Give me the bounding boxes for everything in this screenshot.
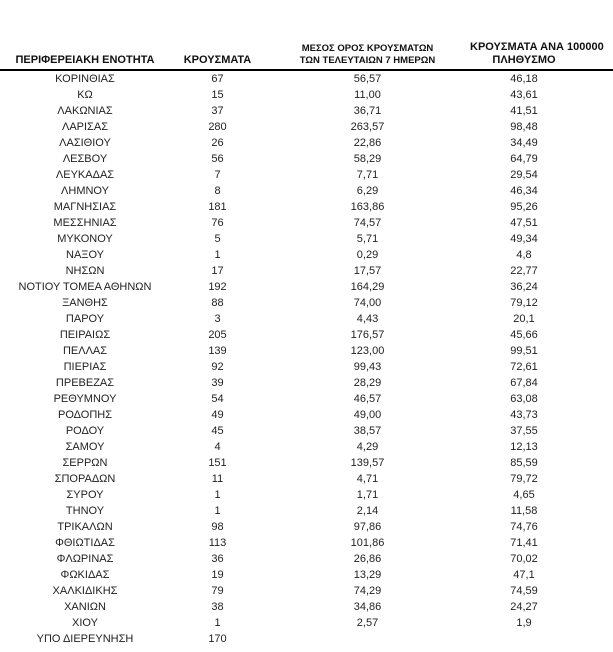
table-row [0,167,613,183]
cell-cases: 1 [214,505,221,517]
table-row [0,407,613,423]
table-row [0,135,613,151]
cell-per100k: 49,34 [510,233,538,245]
cell-region: ΜΥΚΟΝΟΥ [57,233,113,245]
cell-per100k: 11,58 [510,505,538,517]
cell-avg7: 139,57 [350,457,385,469]
cell-per100k: 36,24 [510,281,538,293]
table-row [0,119,613,135]
cell-cases: 3 [214,313,221,325]
cases-table-header [0,33,613,70]
cell-cases: 39 [211,377,224,389]
cell-per100k: 67,84 [510,377,538,389]
cell-per100k: 29,54 [510,169,538,181]
cell-cases: 56 [211,153,224,165]
cell-cases: 1 [214,489,221,501]
cell-cases: 36 [211,553,224,565]
cell-region: ΛΑΚΩΝΙΑΣ [57,105,113,117]
cell-per100k: 43,73 [510,409,538,421]
column-header-cases-per-100k-line1: ΚΡΟΥΣΜΑΤΑ ΑΝΑ 100000 [470,41,604,53]
cell-per100k: 74,59 [510,585,538,597]
cell-per100k: 79,12 [510,297,538,309]
cell-cases: 280 [208,121,227,133]
table-row [0,599,613,615]
cell-avg7: 34,86 [353,601,382,613]
cell-region: ΡΟΔΟΠΗΣ [57,409,113,421]
table-row [0,311,613,327]
cell-cases: 192 [208,281,227,293]
cell-avg7: 28,29 [353,377,382,389]
table-row [0,631,613,647]
cell-per100k: 41,51 [510,105,538,117]
table-row [0,231,613,247]
table-row [0,263,613,279]
cases-table-body [0,70,613,647]
cell-avg7: 46,57 [353,393,382,405]
cell-region: ΣΠΟΡΑΔΩΝ [54,473,116,485]
cell-region: ΧΑΝΙΩΝ [64,601,106,613]
cell-region: ΞΑΝΘΗΣ [62,297,108,309]
table-row [0,183,613,199]
cell-region: ΛΑΣΙΘΙΟΥ [59,137,111,149]
cell-per100k: 45,66 [510,329,538,341]
table-row [0,279,613,295]
cell-region: ΚΩ [77,89,93,101]
cell-region: ΤΡΙΚΑΛΩΝ [57,521,113,533]
table-row [0,327,613,343]
cell-cases: 205 [208,329,227,341]
cell-cases: 54 [211,393,224,405]
cell-cases: 4 [214,441,221,453]
cell-region: ΛΑΡΙΣΑΣ [61,121,108,133]
cell-per100k: 22,77 [510,265,538,277]
table-row [0,215,613,231]
cell-avg7: 58,29 [353,153,382,165]
cell-avg7: 99,43 [353,361,382,373]
cell-avg7: 36,71 [353,105,382,117]
cell-per100k: 47,51 [510,217,538,229]
cell-per100k: 72,61 [510,361,538,373]
cell-avg7: 263,57 [350,121,385,133]
table-row [0,567,613,583]
table-row [0,519,613,535]
cell-region: ΡΕΘΥΜΝΟΥ [53,393,117,405]
cell-cases: 1 [214,249,221,261]
cell-per100k: 24,27 [510,601,538,613]
cell-avg7: 49,00 [353,409,382,421]
cell-avg7: 17,57 [353,265,382,277]
cell-avg7: 74,29 [353,585,382,597]
cell-cases: 11 [211,473,224,485]
cell-per100k [470,631,613,647]
cell-region: ΣΑΜΟΥ [65,441,105,453]
cell-avg7: 101,86 [350,537,385,549]
cell-per100k: 4,65 [513,489,535,501]
cell-cases: 181 [208,201,227,213]
table-row [0,471,613,487]
cell-cases: 88 [211,297,224,309]
cell-avg7: 97,86 [353,521,382,533]
cell-per100k: 79,72 [510,473,538,485]
cell-cases: 79 [211,585,224,597]
cell-avg7: 74,00 [353,297,382,309]
cell-cases: 1 [214,617,221,629]
cell-per100k: 37,55 [510,425,538,437]
cell-avg7: 74,57 [353,217,382,229]
cell-region: ΤΗΝΟΥ [65,505,105,517]
cell-cases: 8 [214,185,221,197]
cell-per100k: 34,49 [510,137,538,149]
cell-avg7: 26,86 [353,553,382,565]
cell-avg7: 4,29 [356,441,379,453]
cell-region: ΜΑΓΝΗΣΙΑΣ [53,201,117,213]
cell-per100k: 43,61 [510,89,538,101]
cell-avg7: 5,71 [356,233,379,245]
cell-avg7: 11,00 [354,89,381,101]
cell-avg7: 2,14 [356,505,379,517]
cell-region: ΧΙΟΥ [72,617,98,629]
cell-cases: 49 [211,409,224,421]
cell-cases: 38 [211,601,224,613]
table-row [0,391,613,407]
cell-region: ΧΑΛΚΙΔΙΚΗΣ [52,585,118,597]
cell-avg7: 123,00 [350,345,385,357]
column-header-7day-average-line2: ΤΩΝ ΤΕΛΕΥΤΑΙΩΝ 7 ΗΜΕΡΩΝ [299,55,436,66]
cell-cases: 19 [211,569,224,581]
cell-avg7: 56,57 [353,73,382,85]
cell-region: ΡΟΔΟΥ [65,425,105,437]
table-row [0,103,613,119]
cell-region: ΦΩΚΙΔΑΣ [60,569,110,581]
table-row [0,295,613,311]
cell-avg7: 164,29 [350,281,385,293]
cell-avg7: 163,86 [350,201,385,213]
table-row [0,615,613,631]
cell-region: ΣΥΡΟΥ [66,489,104,501]
cell-per100k: 71,41 [510,537,538,549]
cell-per100k: 12,13 [510,441,538,453]
column-header-7day-average-line1: ΜΕΣΟΣ ΟΡΟΣ ΚΡΟΥΣΜΑΤΩΝ [301,43,434,54]
column-header-region [0,33,170,70]
cell-region: ΠΑΡΟΥ [65,313,105,325]
cell-per100k: 46,34 [510,185,538,197]
cell-cases: 139 [208,345,227,357]
table-row [0,583,613,599]
cell-cases: 45 [211,425,224,437]
table-row [0,151,613,167]
cell-per100k: 95,26 [510,201,538,213]
cell-region: ΠΡΕΒΕΖΑΣ [55,377,115,389]
cell-cases: 67 [211,73,224,85]
table-row [0,375,613,391]
table-row [0,455,613,471]
table-row [0,423,613,439]
table-row [0,439,613,455]
cell-cases: 113 [208,537,227,549]
cell-per100k: 98,48 [510,121,538,133]
cell-avg7: 2,57 [356,617,379,629]
cell-avg7: 38,57 [353,425,382,437]
cell-region: ΝΗΣΩΝ [65,265,105,277]
cell-region: ΠΙΕΡΙΑΣ [63,361,107,373]
table-row [0,487,613,503]
cell-region: ΛΕΥΚΑΔΑΣ [55,169,115,181]
cell-avg7: 22,86 [353,137,382,149]
cell-region: ΝΑΞΟΥ [66,249,104,261]
cell-region: ΛΗΜΝΟΥ [61,185,109,197]
cell-per100k: 4,8 [516,249,532,261]
cell-avg7: 0,29 [356,249,379,261]
cell-region: ΚΟΡΙΝΘΙΑΣ [55,73,115,85]
document-page [0,33,613,652]
cell-per100k: 99,51 [510,345,538,357]
cell-per100k: 47,1 [513,569,535,581]
cell-avg7: 176,57 [350,329,385,341]
cell-cases: 98 [211,521,224,533]
cell-per100k: 70,02 [510,553,538,565]
table-row [0,359,613,375]
column-header-cases-label: ΚΡΟΥΣΜΑΤΑ [183,54,252,66]
header-row [0,33,613,70]
cell-region: ΦΘΙΩΤΙΔΑΣ [55,537,115,549]
column-header-cases-per-100k-line2: ΠΛΗΘΥΣΜΟ [492,54,556,66]
cell-avg7: 7,71 [356,169,379,181]
table-row [0,199,613,215]
cell-avg7: 4,43 [356,313,379,325]
cell-per100k: 85,59 [510,457,538,469]
cell-per100k: 74,76 [510,521,538,533]
column-header-7day-average [265,33,470,70]
cell-avg7: 4,71 [356,473,379,485]
table-row [0,87,613,103]
cell-avg7: 6,29 [356,185,379,197]
cell-region: ΛΕΣΒΟΥ [62,153,108,165]
cell-per100k: 1,9 [516,617,532,629]
cell-avg7: 1,71 [356,489,379,501]
cell-per100k: 64,79 [510,153,538,165]
column-header-cases-per-100k [470,33,613,70]
cell-region: ΝΟΤΙΟΥ ΤΟΜΕΑ ΑΘΗΝΩΝ [18,281,152,293]
table-row [0,503,613,519]
cell-region: ΜΕΣΣΗΝΙΑΣ [53,217,117,229]
cell-avg7: 13,29 [353,569,382,581]
table-row [0,551,613,567]
cell-cases: 151 [208,457,227,469]
cell-cases: 76 [211,217,224,229]
cell-cases: 92 [211,361,224,373]
table-row [0,247,613,263]
cases-table [0,33,613,647]
cell-cases: 26 [211,137,224,149]
table-row [0,343,613,359]
cell-cases: 17 [211,265,224,277]
table-row [0,535,613,551]
column-header-cases [170,33,265,70]
table-row [0,70,613,87]
cell-region: ΦΛΩΡΙΝΑΣ [56,553,114,565]
cell-region: ΣΕΡΡΩΝ [62,457,108,469]
cell-per100k: 63,08 [510,393,538,405]
column-header-region-label: ΠΕΡΙΦΕΡΕΙΑΚΗ ΕΝΟΤΗΤΑ [15,54,155,66]
cell-avg7 [265,631,470,647]
cell-cases: 7 [214,169,221,181]
cell-region: ΠΕΛΛΑΣ [62,345,108,357]
cell-cases: 37 [211,105,224,117]
cell-per100k: 20,1 [513,313,535,325]
cell-cases: 170 [208,633,227,645]
cell-region: ΥΠΟ ΔΙΕΡΕΥΝΗΣΗ [36,633,134,645]
cell-cases: 15 [211,89,224,101]
cell-per100k: 46,18 [510,73,538,85]
cell-region: ΠΕΙΡΑΙΩΣ [59,329,111,341]
cell-cases: 5 [214,233,221,245]
